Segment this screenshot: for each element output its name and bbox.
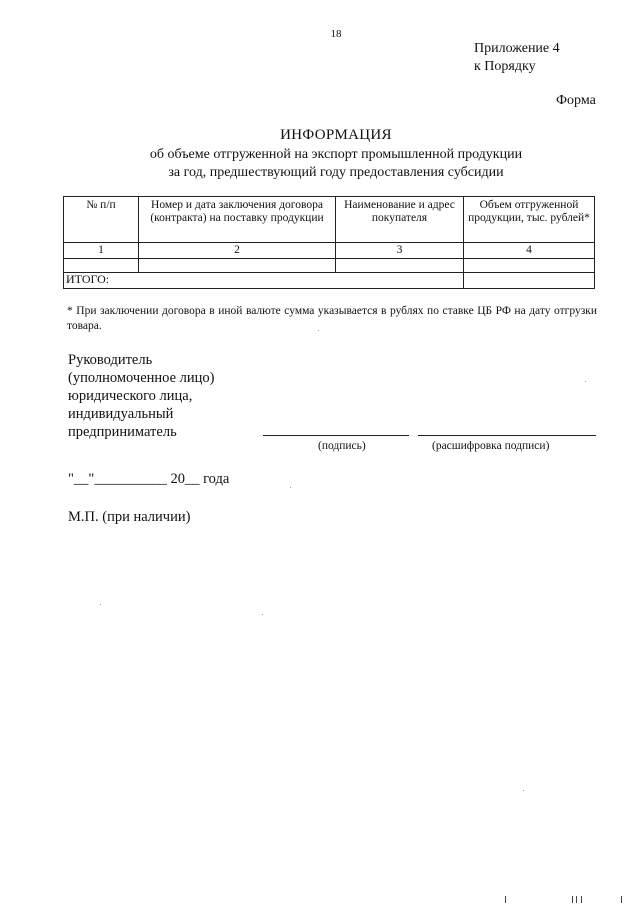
signer-line-4: индивидуальный bbox=[68, 406, 174, 422]
scan-speck bbox=[318, 330, 319, 331]
appendix-line-1: Приложение 4 bbox=[474, 41, 560, 56]
table-header-row bbox=[64, 197, 595, 243]
table-cell bbox=[64, 259, 139, 273]
edge-mark bbox=[576, 896, 577, 903]
scan-speck bbox=[290, 487, 291, 488]
scan-speck bbox=[262, 614, 263, 615]
form-label: Форма bbox=[556, 93, 596, 108]
column-number-row bbox=[64, 243, 595, 259]
edge-mark bbox=[621, 896, 622, 903]
signature-decoding-line bbox=[418, 435, 596, 436]
document-subtitle bbox=[0, 146, 640, 182]
export-volume-table bbox=[63, 196, 595, 289]
total-row bbox=[64, 273, 595, 289]
header-buyer: Наименование и адрес покупателя bbox=[336, 197, 464, 243]
signer-line-3: юридического лица, bbox=[68, 388, 193, 404]
subtitle-line-2: за год, предшествующий году предоставления субсидии bbox=[168, 165, 504, 180]
signer-line-5: предприниматель bbox=[68, 424, 177, 440]
table-row bbox=[64, 259, 595, 273]
signer-block bbox=[68, 351, 215, 441]
page-number: 18 bbox=[330, 28, 342, 40]
stamp-note: М.П. (при наличии) bbox=[68, 509, 191, 525]
edge-mark bbox=[581, 896, 582, 903]
scan-speck bbox=[585, 381, 586, 382]
header-volume: Объем отгруженной продукции, тыс. рублей* bbox=[464, 197, 595, 243]
footnote: * При заключении договора в иной валюте сумма указывается в рублях по ставке ЦБ РФ на дату отгрузки товара. bbox=[67, 305, 597, 332]
signature-line bbox=[263, 435, 409, 436]
scan-speck bbox=[100, 604, 101, 605]
signer-line-1: Руководитель bbox=[68, 352, 153, 368]
signer-line-2: (уполномоченное лицо) bbox=[68, 370, 215, 386]
table-cell bbox=[336, 259, 464, 273]
total-value bbox=[464, 273, 595, 289]
header-contract: Номер и дата заключения договора (контракта) на поставку продукции bbox=[139, 197, 336, 243]
column-number: 4 bbox=[464, 243, 595, 259]
decoding-caption: (расшифровка подписи) bbox=[432, 440, 550, 452]
edge-mark bbox=[505, 896, 506, 903]
appendix-note bbox=[474, 40, 560, 76]
column-number: 3 bbox=[336, 243, 464, 259]
header-row-number: № п/п bbox=[64, 197, 139, 243]
total-label: ИТОГО: bbox=[64, 273, 464, 289]
column-number: 1 bbox=[64, 243, 139, 259]
table-cell bbox=[139, 259, 336, 273]
scan-speck bbox=[523, 790, 524, 791]
document-title: ИНФОРМАЦИЯ bbox=[280, 127, 392, 143]
subtitle-line-1: об объеме отгруженной на экспорт промышленной продукции bbox=[149, 147, 523, 162]
appendix-line-2: к Порядку bbox=[474, 59, 536, 74]
table-cell bbox=[464, 259, 595, 273]
signature-caption: (подпись) bbox=[318, 440, 366, 452]
date-line: "__"__________ 20__ года bbox=[68, 471, 230, 487]
edge-mark bbox=[572, 896, 573, 903]
column-number: 2 bbox=[139, 243, 336, 259]
